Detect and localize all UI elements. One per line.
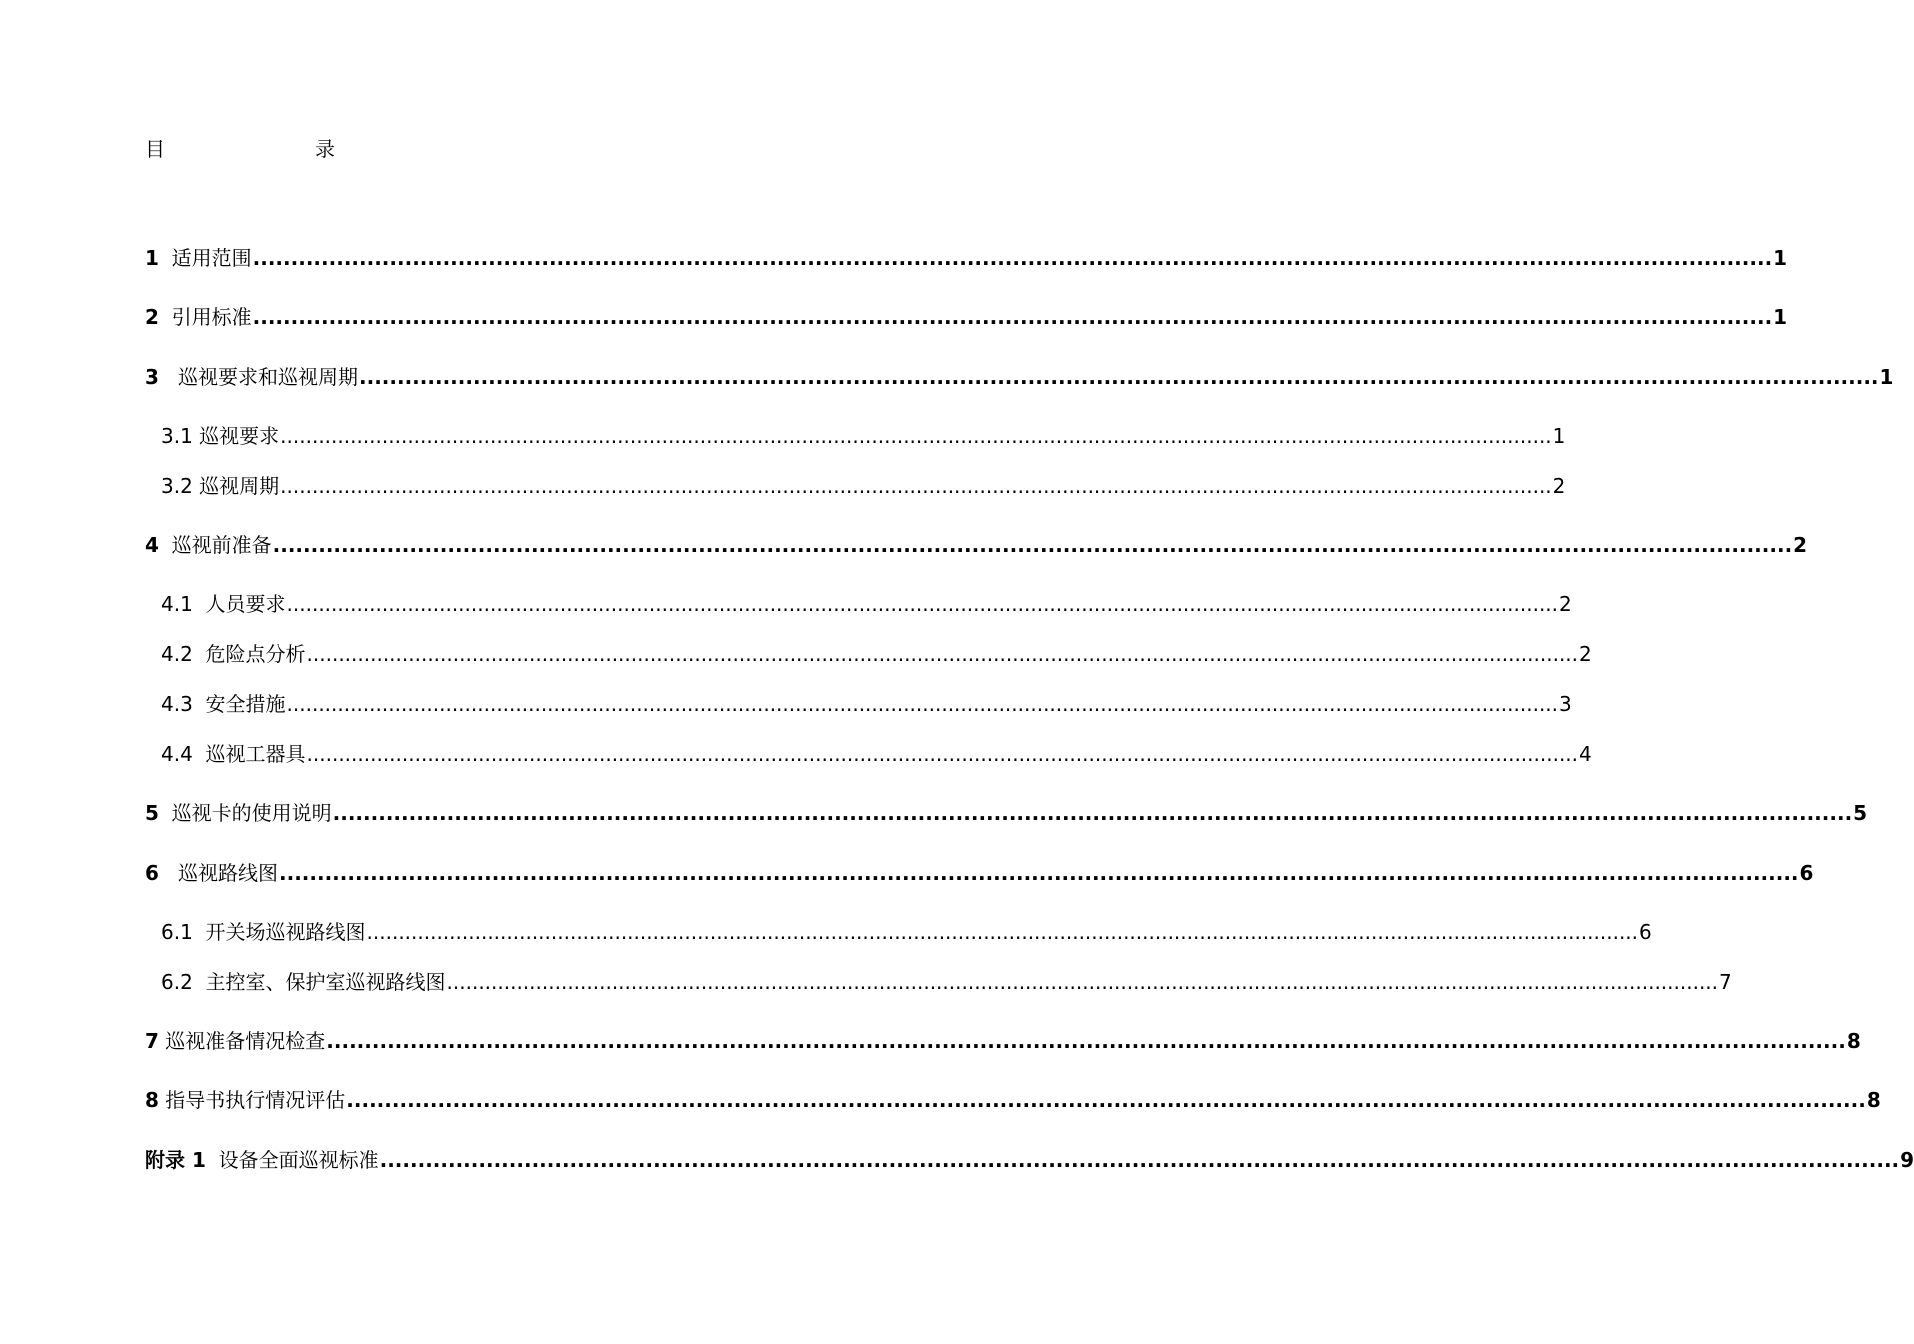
toc-entry-label: 巡视周期 bbox=[199, 474, 280, 498]
toc-entry-number: 4.3 bbox=[161, 692, 193, 716]
toc-entry-leader-dots: ........................................................................................................................................................................................................ bbox=[280, 424, 1552, 448]
toc-entry-label: 人员要求 bbox=[205, 592, 286, 616]
toc-entry-page-number: 6 bbox=[1799, 861, 1814, 885]
toc-entry-page-number: 7 bbox=[1719, 970, 1732, 994]
toc-entry-page-number: 1 bbox=[1773, 305, 1788, 329]
toc-entry-label: 指导书执行情况评估 bbox=[165, 1088, 346, 1112]
toc-entry-label: 适用范围 bbox=[171, 246, 252, 270]
toc-entry-page-number: 2 bbox=[1579, 642, 1592, 666]
toc-entry[interactable] bbox=[145, 471, 1566, 501]
toc-entry-page-number: 1 bbox=[1773, 246, 1788, 270]
toc-entry-leader-dots: ........................................................................................................................................................................................................ bbox=[306, 742, 1579, 766]
toc-entry-gap bbox=[206, 1145, 219, 1175]
toc-entry-number: 3.1 bbox=[161, 424, 193, 448]
toc-entry-number: 3.2 bbox=[161, 474, 193, 498]
toc-entry-leader-dots: ........................................................................................................................................................................................................ bbox=[326, 1029, 1846, 1053]
toc-entry-leader-dots: ........................................................................................................................................................................................................ bbox=[332, 801, 1853, 825]
toc-entry-page-number: 2 bbox=[1559, 592, 1572, 616]
toc-entry-leader-dots: ........................................................................................................................................................................................................ bbox=[446, 970, 1719, 994]
toc-entry-number: 7 bbox=[145, 1029, 159, 1053]
toc-entry-page-number: 8 bbox=[1846, 1029, 1861, 1053]
toc-entry-number: 6.2 bbox=[161, 970, 193, 994]
toc-entry-leader-dots: ........................................................................................................................................................................................................ bbox=[286, 692, 1559, 716]
toc-entry[interactable] bbox=[145, 530, 1808, 560]
toc-title-char-2: 录 bbox=[315, 137, 335, 161]
toc-entry-label: 巡视要求 bbox=[199, 424, 280, 448]
toc-entry-leader-dots: ........................................................................................................................................................................................................ bbox=[252, 246, 1773, 270]
toc-entry-number: 4 bbox=[145, 533, 159, 557]
toc-entry-page-number: 2 bbox=[1793, 533, 1808, 557]
toc-entry[interactable] bbox=[145, 362, 1894, 392]
toc-entry-page-number: 3 bbox=[1559, 692, 1572, 716]
toc-entry-leader-dots: ........................................................................................................................................................................................................ bbox=[279, 861, 1799, 885]
toc-entry-gap bbox=[193, 739, 206, 769]
toc-entry-label: 引用标准 bbox=[171, 305, 252, 329]
toc-entry-label: 巡视工器具 bbox=[205, 742, 306, 766]
toc-entry-label: 设备全面巡视标准 bbox=[218, 1148, 379, 1172]
toc-title-char-1: 目 bbox=[145, 137, 165, 161]
toc-entry-page-number: 6 bbox=[1639, 920, 1652, 944]
toc-entry-gap bbox=[193, 917, 206, 947]
toc-entry-page-number: 9 bbox=[1900, 1148, 1914, 1172]
toc-entry-page-number: 8 bbox=[1866, 1088, 1881, 1112]
toc-entry-leader-dots: ........................................................................................................................................................................................................ bbox=[359, 365, 1879, 389]
toc-entry-leader-dots: ........................................................................................................................................................................................................ bbox=[280, 474, 1552, 498]
toc-entry[interactable] bbox=[145, 1085, 1881, 1115]
toc-entry[interactable] bbox=[145, 858, 1814, 888]
toc-entry-label: 巡视要求和巡视周期 bbox=[178, 365, 358, 389]
toc-entry[interactable] bbox=[145, 302, 1788, 332]
toc-entry[interactable] bbox=[145, 798, 1868, 828]
toc-entry-number: 4.1 bbox=[161, 592, 193, 616]
toc-entry[interactable] bbox=[145, 243, 1788, 273]
toc-entry[interactable] bbox=[145, 639, 1592, 669]
toc-entry-label: 危险点分析 bbox=[205, 642, 306, 666]
toc-entry-gap bbox=[159, 858, 178, 888]
toc-entry-number: 2 bbox=[145, 305, 159, 329]
toc-entry-label: 巡视准备情况检查 bbox=[165, 1029, 326, 1053]
toc-entry-number: 8 bbox=[145, 1088, 159, 1112]
toc-entry-number: 3 bbox=[145, 365, 159, 389]
toc-entry-number: 5 bbox=[145, 801, 159, 825]
toc-entry[interactable] bbox=[145, 967, 1732, 997]
toc-entry-label: 开关场巡视路线图 bbox=[205, 920, 366, 944]
toc-entry-label: 安全措施 bbox=[205, 692, 286, 716]
toc-entry-leader-dots: ........................................................................................................................................................................................................ bbox=[346, 1088, 1866, 1112]
toc-entry-label: 巡视卡的使用说明 bbox=[171, 801, 332, 825]
toc-entry-label: 巡视前准备 bbox=[171, 533, 272, 557]
toc-entry-gap bbox=[159, 302, 172, 332]
toc-entry-gap bbox=[159, 362, 178, 392]
toc-entry[interactable] bbox=[145, 689, 1572, 719]
toc-entry-page-number: 4 bbox=[1579, 742, 1592, 766]
toc-entry-gap bbox=[159, 243, 172, 273]
toc-entry-gap bbox=[159, 530, 172, 560]
toc-entry-gap bbox=[193, 689, 206, 719]
toc-entry[interactable] bbox=[145, 589, 1572, 619]
toc-entry-page-number: 1 bbox=[1879, 365, 1894, 389]
toc-entry[interactable] bbox=[145, 1026, 1861, 1056]
toc-entry-leader-dots: ........................................................................................................................................................................................................ bbox=[252, 305, 1773, 329]
toc-entry-number: 4.2 bbox=[161, 642, 193, 666]
toc-entry-gap bbox=[193, 967, 206, 997]
toc-entry-leader-dots: ........................................................................................................................................................................................................ bbox=[379, 1148, 1900, 1172]
toc-entry-number: 4.4 bbox=[161, 742, 193, 766]
toc-entry-label: 巡视路线图 bbox=[178, 861, 278, 885]
toc-entry-leader-dots: ........................................................................................................................................................................................................ bbox=[306, 642, 1579, 666]
toc-entry[interactable] bbox=[145, 917, 1652, 947]
toc-entry-leader-dots: ........................................................................................................................................................................................................ bbox=[286, 592, 1559, 616]
toc-entry-number: 1 bbox=[145, 246, 159, 270]
toc-entry-label: 主控室、保护室巡视路线图 bbox=[205, 970, 446, 994]
toc-entry-gap bbox=[193, 639, 206, 669]
toc-entry[interactable] bbox=[145, 1145, 1914, 1175]
toc-entry[interactable] bbox=[145, 421, 1566, 451]
toc-entry[interactable] bbox=[145, 739, 1592, 769]
toc-entry-page-number: 1 bbox=[1552, 424, 1566, 448]
toc-entry-number: 6.1 bbox=[161, 920, 193, 944]
toc-entry-page-number: 5 bbox=[1853, 801, 1868, 825]
toc-entry-page-number: 2 bbox=[1552, 474, 1566, 498]
toc-entry-number: 附录 1 bbox=[145, 1148, 206, 1172]
toc-entry-leader-dots: ........................................................................................................................................................................................................ bbox=[272, 533, 1793, 557]
toc-entry-number: 6 bbox=[145, 861, 159, 885]
toc-entry-gap bbox=[193, 589, 206, 619]
toc-entry-leader-dots: ........................................................................................................................................................................................................ bbox=[366, 920, 1639, 944]
toc-entry-gap bbox=[159, 798, 172, 828]
